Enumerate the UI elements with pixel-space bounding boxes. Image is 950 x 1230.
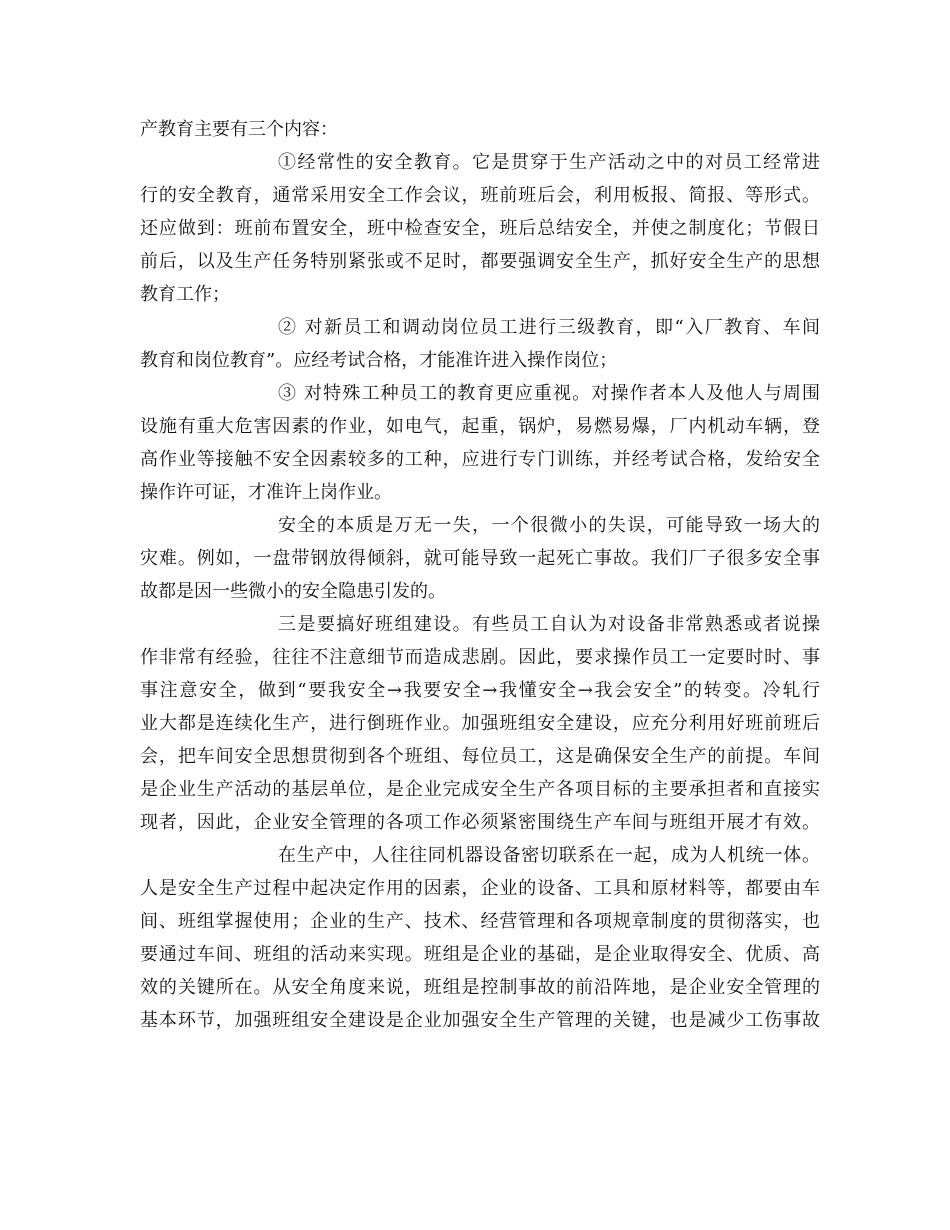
text-line: 教育和岗位教育”。应经考试合格，才能准许进入操作岗位； [140, 350, 618, 371]
text-line: ①经常性的安全教育。它是贯穿于生产活动之中的对员工经常进 [278, 152, 820, 173]
text-line: 还应做到：班前布置安全，班中检查安全，班后总结安全，并使之制度化；节假日 [140, 218, 820, 239]
text-line: 是企业生产活动的基层单位，是企业完成安全生产各项目标的主要承担者和直接实 [140, 779, 820, 800]
text-line: 教育工作； [140, 284, 230, 305]
text-line: 效的关键所在。从安全角度来说，班组是控制事故的前沿阵地，是企业安全管理的 [140, 977, 820, 998]
text-line: 间、班组掌握使用；企业的生产、技术、经营管理和各项规章制度的贯彻落实，也 [140, 911, 820, 932]
text-line: 前后，以及生产任务特别紧张或不足时，都要强调安全生产，抓好安全生产的思想 [140, 251, 820, 272]
text-line: 三是要搞好班组建设。有些员工自认为对设备非常熟悉或者说操 [278, 614, 820, 635]
text-line: 行的安全教育，通常采用安全工作会议，班前班后会，利用板报、简报、等形式。 [140, 185, 820, 206]
body-text [140, 113, 820, 1037]
text-line: 故都是因一些微小的安全隐患引发的。 [140, 581, 446, 602]
text-line: 在生产中，人往往同机器设备密切联系在一起，成为人机统一体。 [278, 845, 820, 866]
text-line: 作非常有经验，往往不注意细节而造成悲剧。因此，要求操作员工一定要时时、事 [140, 647, 820, 668]
text-line: ③ 对特殊工种员工的教育更应重视。对操作者本人及他人与周围 [278, 383, 820, 404]
text-line: 会，把车间安全思想贯彻到各个班组、每位员工，这是确保安全生产的前提。车间 [140, 746, 820, 767]
text-line: 产教育主要有三个内容： [140, 119, 338, 140]
text-line: 事注意安全，做到“要我安全→我要安全→我懂安全→我会安全”的转变。冷轧行 [140, 680, 820, 701]
text-line: 设施有重大危害因素的作业，如电气，起重，锅炉，易燃易爆，厂内机动车辆，登 [140, 416, 820, 437]
text-line: 灾难。例如，一盘带钢放得倾斜，就可能导致一起死亡事故。我们厂子很多安全事 [140, 548, 820, 569]
text-line: 安全的本质是万无一失，一个很微小的失误，可能导致一场大的 [278, 515, 820, 536]
text-line: 业大都是连续化生产，进行倒班作业。加强班组安全建设，应充分利用好班前班后 [140, 713, 820, 734]
text-line: ② 对新员工和调动岗位员工进行三级教育，即“入厂教育、车间 [278, 317, 820, 338]
text-line: 要通过车间、班组的活动来实现。班组是企业的基础，是企业取得安全、优质、高 [140, 944, 820, 965]
text-line: 操作许可证，才准许上岗作业。 [140, 482, 392, 503]
text-line: 基本环节，加强班组安全建设是企业加强安全生产管理的关键，也是减少工伤事故 [140, 1010, 820, 1031]
text-line: 人是安全生产过程中起决定作用的因素，企业的设备、工具和原材料等，都要由车 [140, 878, 820, 899]
text-line: 现者，因此，企业安全管理的各项工作必须紧密围绕生产车间与班组开展才有效。 [140, 812, 820, 833]
text-line: 高作业等接触不安全因素较多的工种，应进行专门训练，并经考试合格，发给安全 [140, 449, 820, 470]
